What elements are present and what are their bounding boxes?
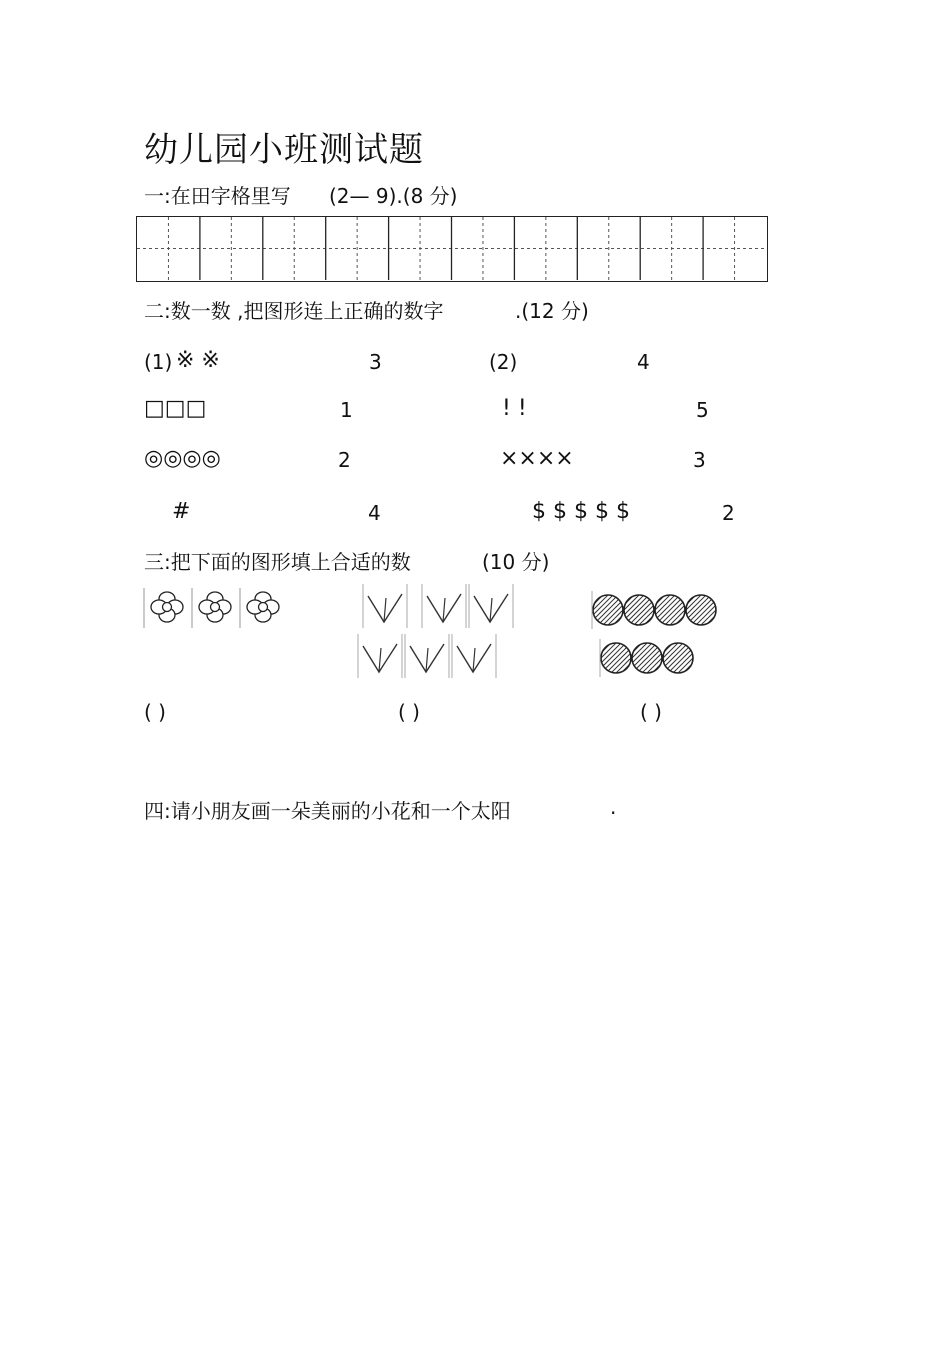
symbol-row-3-left: ◎◎◎◎ <box>144 446 221 471</box>
ball-group-bottom <box>599 637 699 683</box>
answer-blank-3[interactable]: ( ) <box>640 700 662 724</box>
number-row-4-right[interactable]: 2 <box>722 501 735 525</box>
flower-icons <box>143 586 293 630</box>
number-row-2-left[interactable]: 1 <box>340 398 353 422</box>
flower-icon <box>144 588 183 628</box>
leaf-icon <box>358 634 402 678</box>
ball-icons-top <box>591 589 723 631</box>
number-row-4-left[interactable]: 4 <box>368 501 381 525</box>
leaf-group-bottom <box>357 634 502 682</box>
section4-end: . <box>610 795 617 819</box>
number-row-3-right[interactable]: 3 <box>693 448 706 472</box>
section2-points: .(12 分) <box>515 299 589 323</box>
ball-icon <box>651 590 723 630</box>
page-title: 幼儿园小班测试题 <box>144 130 424 170</box>
section2-heading: 二:数一数 ,把图形连上正确的数字 <box>144 299 444 323</box>
symbol-row-1-left: ※ ※ <box>176 348 220 373</box>
question-1-label: (1) <box>144 350 173 374</box>
leaf-icon <box>452 634 496 678</box>
number-row-2-right[interactable]: 5 <box>696 398 709 422</box>
question-2-label: (2) <box>489 350 518 374</box>
leaf-icons-bottom <box>357 634 502 678</box>
number-row-3-left[interactable]: 2 <box>338 448 351 472</box>
section1-range: (2— 9).(8 分) <box>329 184 458 208</box>
tianzige-grid[interactable] <box>136 216 768 282</box>
symbol-row-2-right: ! ! <box>502 396 527 421</box>
symbol-row-4-left: # <box>172 499 191 524</box>
leaf-icon <box>363 584 407 628</box>
flower-group <box>143 586 293 634</box>
symbol-row-2-left: □□□ <box>144 396 207 421</box>
ball-group-top <box>591 589 723 635</box>
leaf-icon <box>422 584 466 628</box>
number-row-1-right[interactable]: 4 <box>637 350 650 374</box>
leaf-group-top <box>362 584 522 634</box>
ball-icon <box>628 638 699 678</box>
symbol-row-4-right: $ $ $ $ $ <box>532 499 630 524</box>
section1-heading: 一:在田字格里写 <box>144 184 291 208</box>
leaf-icon <box>469 584 513 628</box>
symbol-row-3-right: ×××× <box>500 446 574 471</box>
leaf-icons-top <box>362 584 522 630</box>
grid-lines <box>137 217 766 280</box>
section3-points: (10 分) <box>482 550 550 574</box>
flower-icon <box>192 588 231 628</box>
section3-heading: 三:把下面的图形填上合适的数 <box>144 550 411 574</box>
answer-blank-1[interactable]: ( ) <box>144 700 166 724</box>
ball-icons-bottom <box>599 637 699 679</box>
section4-heading: 四:请小朋友画一朵美丽的小花和一个太阳 <box>144 799 511 823</box>
leaf-icon <box>405 634 449 678</box>
number-row-1-left[interactable]: 3 <box>369 350 382 374</box>
flower-icon <box>240 588 279 628</box>
answer-blank-2[interactable]: ( ) <box>398 700 420 724</box>
